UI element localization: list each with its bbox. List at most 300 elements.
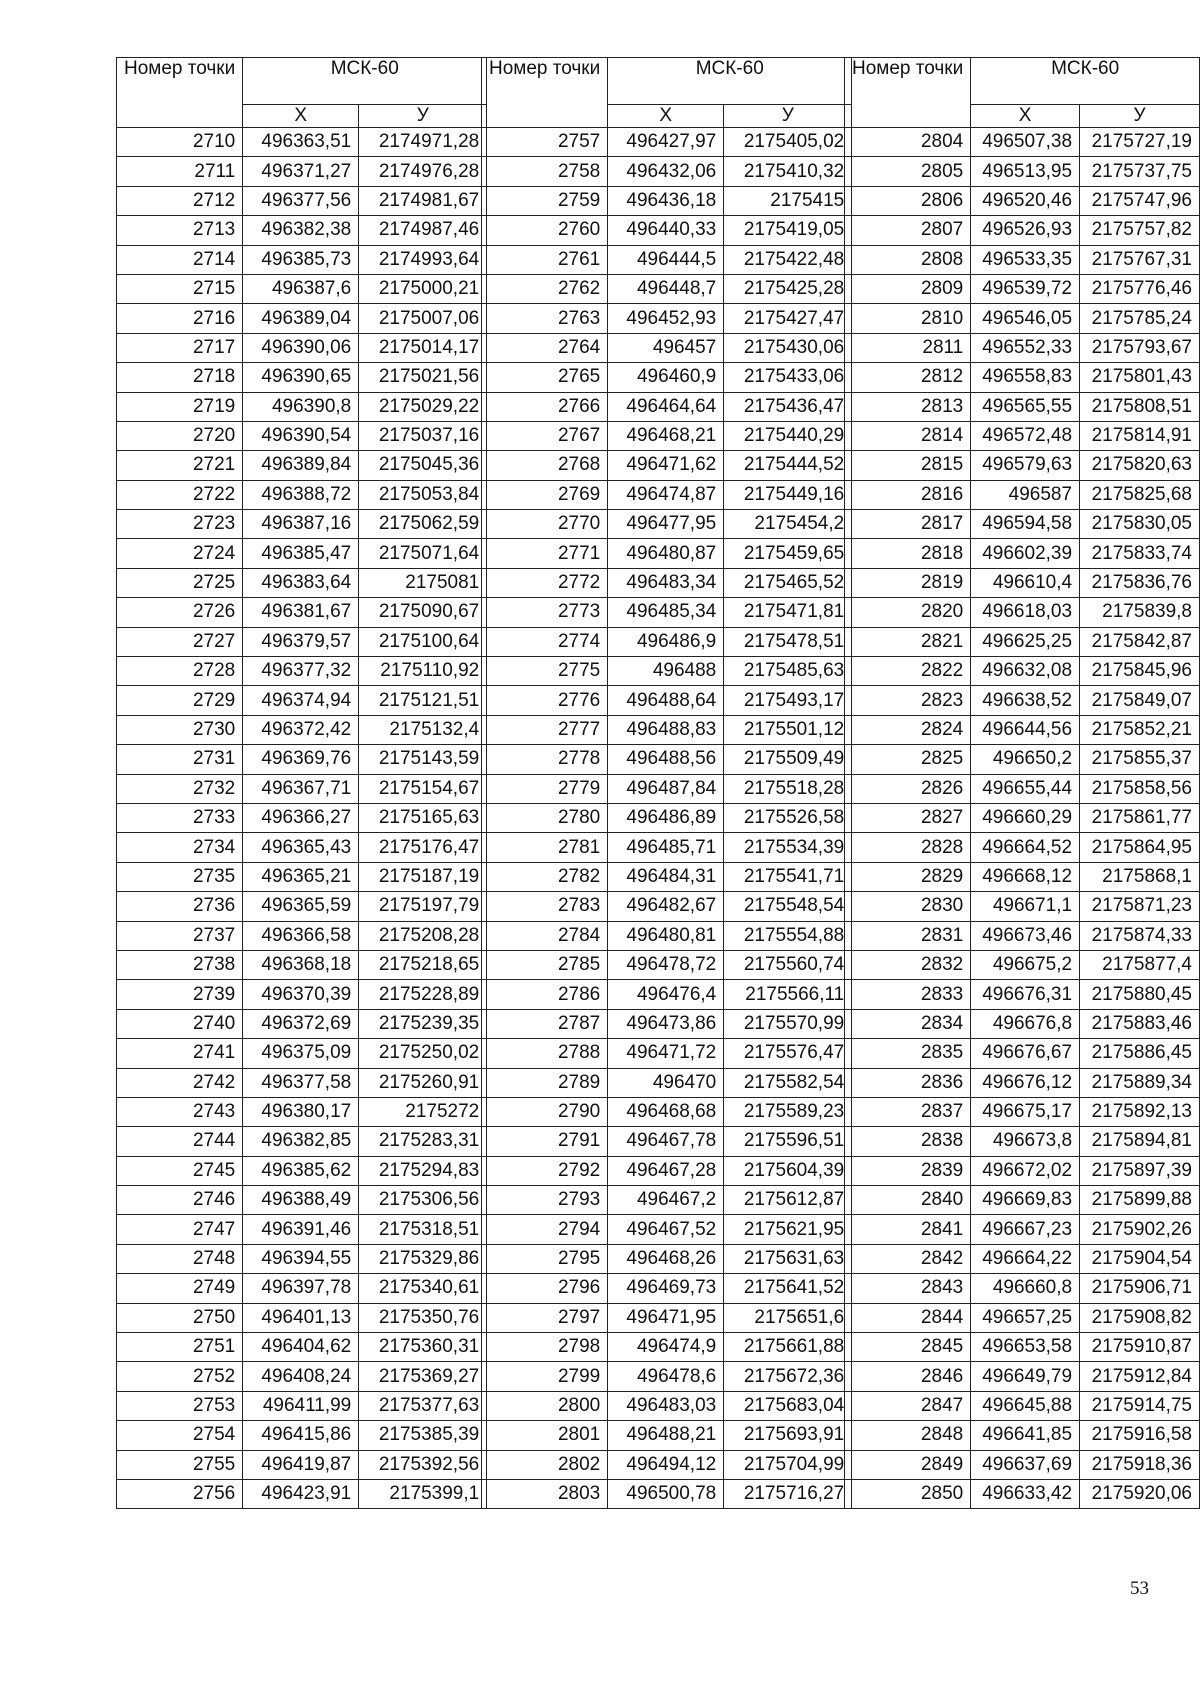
point-number-cell: 2775: [482, 657, 608, 686]
point-number-cell: 2753: [117, 1391, 243, 1420]
y-coordinate-cell: 2175918,36: [1080, 1450, 1200, 1479]
x-coordinate-cell: 496632,08: [971, 657, 1080, 686]
y-coordinate-cell: 2175892,13: [1080, 1097, 1200, 1126]
x-coordinate-cell: 496602,39: [971, 539, 1080, 568]
point-number-cell: 2816: [845, 480, 971, 509]
x-coordinate-cell: 496565,55: [971, 392, 1080, 421]
point-number-cell: 2722: [117, 480, 243, 509]
x-coordinate-cell: 496625,25: [971, 627, 1080, 656]
x-coordinate-cell: 496370,39: [243, 980, 359, 1009]
y-coordinate-cell: 2175000,21: [359, 274, 487, 303]
x-coordinate-cell: 496423,91: [243, 1479, 359, 1508]
y-coordinate-cell: 2175250,02: [359, 1039, 487, 1068]
x-coordinate-cell: 496485,71: [608, 833, 724, 862]
point-number-cell: 2788: [482, 1039, 608, 1068]
table-row: [845, 1333, 1200, 1362]
table-row: [117, 480, 487, 509]
x-coordinate-cell: 496500,78: [608, 1479, 724, 1508]
table-row: [482, 1303, 852, 1332]
y-column-header: У: [724, 105, 852, 128]
table-row: [845, 510, 1200, 539]
y-coordinate-cell: 2175021,56: [359, 363, 487, 392]
point-number-cell: 2773: [482, 598, 608, 627]
x-coordinate-cell: 496385,47: [243, 539, 359, 568]
point-number-cell: 2828: [845, 833, 971, 862]
y-coordinate-cell: 2174976,28: [359, 157, 487, 186]
table-row: [845, 1244, 1200, 1273]
y-coordinate-cell: 2175081: [359, 568, 487, 597]
table-row: [117, 539, 487, 568]
y-coordinate-cell: 2175910,87: [1080, 1333, 1200, 1362]
x-coordinate-cell: 496427,97: [608, 128, 724, 157]
point-number-cell: 2766: [482, 392, 608, 421]
x-coordinate-cell: 496488,83: [608, 715, 724, 744]
x-coordinate-cell: 496485,34: [608, 598, 724, 627]
y-coordinate-cell: 2175385,39: [359, 1421, 487, 1450]
table-row: [845, 421, 1200, 450]
x-coordinate-cell: 496408,24: [243, 1362, 359, 1391]
x-coordinate-cell: 496488: [608, 657, 724, 686]
table-row: [117, 510, 487, 539]
table-row: [482, 1186, 852, 1215]
point-number-cell: 2790: [482, 1097, 608, 1126]
x-coordinate-cell: 496483,34: [608, 568, 724, 597]
x-coordinate-cell: 496477,95: [608, 510, 724, 539]
table-row: [117, 950, 487, 979]
y-coordinate-cell: 2175360,31: [359, 1333, 487, 1362]
point-number-cell: 2824: [845, 715, 971, 744]
y-coordinate-cell: 2175518,28: [724, 774, 852, 803]
x-coordinate-cell: 496377,58: [243, 1068, 359, 1097]
y-coordinate-cell: 2175845,96: [1080, 657, 1200, 686]
point-number-cell: 2844: [845, 1303, 971, 1332]
table-row: [845, 568, 1200, 597]
x-coordinate-cell: 496546,05: [971, 304, 1080, 333]
table-row: [482, 510, 852, 539]
table-row: [482, 1097, 852, 1126]
point-number-cell: 2784: [482, 921, 608, 950]
point-number-cell: 2825: [845, 745, 971, 774]
point-number-cell: 2756: [117, 1479, 243, 1508]
y-coordinate-cell: 2175090,67: [359, 598, 487, 627]
y-coordinate-cell: 2175820,63: [1080, 451, 1200, 480]
y-coordinate-cell: 2175868,1: [1080, 862, 1200, 891]
x-coordinate-cell: 496618,03: [971, 598, 1080, 627]
table-row: [845, 833, 1200, 862]
point-number-cell: 2732: [117, 774, 243, 803]
coordinates-table-3: [844, 57, 1200, 1509]
x-coordinate-cell: 496467,78: [608, 1127, 724, 1156]
point-number-cell: 2737: [117, 921, 243, 950]
y-coordinate-cell: 2175062,59: [359, 510, 487, 539]
x-coordinate-cell: 496488,56: [608, 745, 724, 774]
point-number-cell: 2830: [845, 892, 971, 921]
y-coordinate-cell: 2175641,52: [724, 1274, 852, 1303]
table-row: [845, 1039, 1200, 1068]
table-row: [482, 128, 852, 157]
x-coordinate-cell: 496385,62: [243, 1156, 359, 1185]
table-row: [117, 392, 487, 421]
x-coordinate-cell: 496478,6: [608, 1362, 724, 1391]
y-coordinate-cell: 2175612,87: [724, 1186, 852, 1215]
table-row: [845, 1215, 1200, 1244]
x-coordinate-cell: 496478,72: [608, 950, 724, 979]
point-number-cell: 2847: [845, 1391, 971, 1420]
point-number-cell: 2745: [117, 1156, 243, 1185]
table-row: [845, 774, 1200, 803]
y-coordinate-cell: 2175899,88: [1080, 1186, 1200, 1215]
y-coordinate-cell: 2175737,75: [1080, 157, 1200, 186]
x-coordinate-cell: 496520,46: [971, 186, 1080, 215]
x-coordinate-cell: 496676,67: [971, 1039, 1080, 1068]
point-number-cell: 2809: [845, 274, 971, 303]
point-number-cell: 2724: [117, 539, 243, 568]
table-row: [117, 1097, 487, 1126]
table-row: [482, 363, 852, 392]
x-coordinate-cell: 496484,31: [608, 862, 724, 891]
y-coordinate-cell: 2175465,52: [724, 568, 852, 597]
table-row: [117, 598, 487, 627]
y-coordinate-cell: 2175165,63: [359, 803, 487, 832]
table-row: [845, 1391, 1200, 1420]
x-coordinate-cell: 496367,71: [243, 774, 359, 803]
x-coordinate-cell: 496657,25: [971, 1303, 1080, 1332]
point-number-cell: 2806: [845, 186, 971, 215]
y-coordinate-cell: 2175110,92: [359, 657, 487, 686]
y-coordinate-cell: 2175631,63: [724, 1244, 852, 1273]
x-coordinate-cell: 496488,64: [608, 686, 724, 715]
y-coordinate-cell: 2175208,28: [359, 921, 487, 950]
y-coordinate-cell: 2175785,24: [1080, 304, 1200, 333]
point-number-cell: 2822: [845, 657, 971, 686]
x-coordinate-cell: 496660,8: [971, 1274, 1080, 1303]
point-number-cell: 2829: [845, 862, 971, 891]
x-coordinate-cell: 496397,78: [243, 1274, 359, 1303]
x-coordinate-cell: 496390,06: [243, 333, 359, 362]
y-coordinate-cell: 2175053,84: [359, 480, 487, 509]
point-number-cell: 2738: [117, 950, 243, 979]
table-row: [482, 862, 852, 891]
point-number-cell: 2725: [117, 568, 243, 597]
x-coordinate-cell: 496363,51: [243, 128, 359, 157]
y-coordinate-cell: 2175415: [724, 186, 852, 215]
point-number-cell: 2767: [482, 421, 608, 450]
y-coordinate-cell: 2175589,23: [724, 1097, 852, 1126]
table-row: [845, 598, 1200, 627]
y-coordinate-cell: 2175176,47: [359, 833, 487, 862]
point-number-cell: 2843: [845, 1274, 971, 1303]
x-coordinate-cell: 496572,48: [971, 421, 1080, 450]
point-number-cell: 2833: [845, 980, 971, 1009]
x-coordinate-cell: 496372,69: [243, 1009, 359, 1038]
table-row: [482, 686, 852, 715]
point-number-cell: 2787: [482, 1009, 608, 1038]
point-number-cell: 2774: [482, 627, 608, 656]
x-coordinate-cell: 496594,58: [971, 510, 1080, 539]
x-coordinate-cell: 496587: [971, 480, 1080, 509]
y-coordinate-cell: 2175454,2: [724, 510, 852, 539]
point-number-cell: 2808: [845, 245, 971, 274]
table-row: [845, 1362, 1200, 1391]
table-body: [845, 128, 1200, 1509]
y-coordinate-cell: 2175410,32: [724, 157, 852, 186]
point-number-cell: 2839: [845, 1156, 971, 1185]
x-coordinate-cell: 496390,54: [243, 421, 359, 450]
table-row: [117, 1068, 487, 1097]
table-row: [845, 451, 1200, 480]
y-coordinate-cell: 2175793,67: [1080, 333, 1200, 362]
point-number-cell: 2849: [845, 1450, 971, 1479]
table-row: [482, 833, 852, 862]
table-row: [482, 1215, 852, 1244]
point-number-cell: 2742: [117, 1068, 243, 1097]
x-coordinate-cell: 496480,81: [608, 921, 724, 950]
table-row: [482, 1450, 852, 1479]
table-body: [117, 128, 487, 1509]
y-coordinate-cell: 2175852,21: [1080, 715, 1200, 744]
x-coordinate-cell: 496471,72: [608, 1039, 724, 1068]
x-coordinate-cell: 496371,27: [243, 157, 359, 186]
y-coordinate-cell: 2175836,76: [1080, 568, 1200, 597]
y-coordinate-cell: 2175912,84: [1080, 1362, 1200, 1391]
point-number-cell: 2757: [482, 128, 608, 157]
point-number-cell: 2815: [845, 451, 971, 480]
point-number-cell: 2812: [845, 363, 971, 392]
point-number-cell: 2769: [482, 480, 608, 509]
y-coordinate-cell: 2175889,34: [1080, 1068, 1200, 1097]
y-coordinate-cell: 2175037,16: [359, 421, 487, 450]
point-number-cell: 2794: [482, 1215, 608, 1244]
point-number-cell: 2798: [482, 1333, 608, 1362]
x-coordinate-cell: 496452,93: [608, 304, 724, 333]
x-coordinate-cell: 496436,18: [608, 186, 724, 215]
table-row: [845, 1068, 1200, 1097]
x-coordinate-cell: 496365,43: [243, 833, 359, 862]
table-row: [845, 539, 1200, 568]
x-coordinate-cell: 496513,95: [971, 157, 1080, 186]
x-coordinate-cell: 496377,56: [243, 186, 359, 215]
y-coordinate-cell: 2175029,22: [359, 392, 487, 421]
point-number-header: Номер точки: [482, 58, 608, 128]
point-number-cell: 2810: [845, 304, 971, 333]
x-coordinate-cell: 496667,23: [971, 1215, 1080, 1244]
table-row: [117, 216, 487, 245]
table-row: [482, 1068, 852, 1097]
table-row: [117, 1215, 487, 1244]
table-row: [482, 1127, 852, 1156]
y-coordinate-cell: 2175621,95: [724, 1215, 852, 1244]
table-row: [845, 1127, 1200, 1156]
point-number-cell: 2747: [117, 1215, 243, 1244]
x-coordinate-cell: 496558,83: [971, 363, 1080, 392]
x-coordinate-cell: 496487,84: [608, 774, 724, 803]
table-row: [482, 1421, 852, 1450]
point-number-cell: 2781: [482, 833, 608, 862]
y-coordinate-cell: 2175582,54: [724, 1068, 852, 1097]
y-coordinate-cell: 2175651,6: [724, 1303, 852, 1332]
point-number-cell: 2800: [482, 1391, 608, 1420]
y-coordinate-cell: 2175861,77: [1080, 803, 1200, 832]
point-number-cell: 2795: [482, 1244, 608, 1273]
x-coordinate-cell: 496650,2: [971, 745, 1080, 774]
x-coordinate-cell: 496372,42: [243, 715, 359, 744]
x-coordinate-cell: 496482,67: [608, 892, 724, 921]
x-coordinate-cell: 496387,6: [243, 274, 359, 303]
y-coordinate-cell: 2174993,64: [359, 245, 487, 274]
point-number-cell: 2748: [117, 1244, 243, 1273]
y-coordinate-cell: 2175849,07: [1080, 686, 1200, 715]
point-number-cell: 2807: [845, 216, 971, 245]
table-row: [117, 627, 487, 656]
y-coordinate-cell: 2175218,65: [359, 950, 487, 979]
table-row: [117, 568, 487, 597]
table-row: [845, 803, 1200, 832]
y-coordinate-cell: 2175576,47: [724, 1039, 852, 1068]
point-number-cell: 2765: [482, 363, 608, 392]
coordinates-table-1: [116, 57, 487, 1509]
point-number-cell: 2841: [845, 1215, 971, 1244]
x-coordinate-cell: 496669,83: [971, 1186, 1080, 1215]
y-coordinate-cell: 2175871,23: [1080, 892, 1200, 921]
x-coordinate-cell: 496473,86: [608, 1009, 724, 1038]
point-number-cell: 2744: [117, 1127, 243, 1156]
table-row: [117, 245, 487, 274]
point-number-cell: 2719: [117, 392, 243, 421]
x-coordinate-cell: 496467,52: [608, 1215, 724, 1244]
y-coordinate-cell: 2175100,64: [359, 627, 487, 656]
table-row: [482, 980, 852, 1009]
point-number-cell: 2768: [482, 451, 608, 480]
table-row: [482, 1362, 852, 1391]
x-coordinate-cell: 496404,62: [243, 1333, 359, 1362]
point-number-cell: 2779: [482, 774, 608, 803]
x-coordinate-cell: 496415,86: [243, 1421, 359, 1450]
point-number-cell: 2776: [482, 686, 608, 715]
x-coordinate-cell: 496675,17: [971, 1097, 1080, 1126]
y-coordinate-cell: 2175570,99: [724, 1009, 852, 1038]
table-row: [482, 921, 852, 950]
coordinate-system-header: МСК-60: [608, 58, 852, 105]
y-coordinate-cell: 2175747,96: [1080, 186, 1200, 215]
table-row: [482, 950, 852, 979]
y-coordinate-cell: 2175154,67: [359, 774, 487, 803]
table-row: [117, 1362, 487, 1391]
point-number-cell: 2819: [845, 568, 971, 597]
table-row: [117, 1244, 487, 1273]
y-coordinate-cell: 2175908,82: [1080, 1303, 1200, 1332]
y-coordinate-cell: 2175727,19: [1080, 128, 1200, 157]
point-number-cell: 2823: [845, 686, 971, 715]
y-coordinate-cell: 2175864,95: [1080, 833, 1200, 862]
point-number-cell: 2836: [845, 1068, 971, 1097]
x-column-header: X: [243, 105, 359, 128]
table-row: [482, 451, 852, 480]
point-number-cell: 2797: [482, 1303, 608, 1332]
table-row: [845, 480, 1200, 509]
point-number-cell: 2785: [482, 950, 608, 979]
point-number-cell: 2751: [117, 1333, 243, 1362]
table-row: [117, 745, 487, 774]
y-coordinate-cell: 2175419,05: [724, 216, 852, 245]
x-coordinate-cell: 496467,28: [608, 1156, 724, 1185]
point-number-cell: 2734: [117, 833, 243, 862]
table-row: [845, 657, 1200, 686]
y-coordinate-cell: 2175604,39: [724, 1156, 852, 1185]
table-row: [845, 274, 1200, 303]
page-number: 53: [1130, 1578, 1149, 1599]
point-number-cell: 2777: [482, 715, 608, 744]
x-coordinate-cell: 496377,32: [243, 657, 359, 686]
point-number-cell: 2726: [117, 598, 243, 627]
y-coordinate-cell: 2175239,35: [359, 1009, 487, 1038]
table-row: [117, 421, 487, 450]
table-row: [117, 304, 487, 333]
point-number-cell: 2752: [117, 1362, 243, 1391]
table-row: [845, 1274, 1200, 1303]
y-coordinate-cell: 2175776,46: [1080, 274, 1200, 303]
y-coordinate-cell: 2175501,12: [724, 715, 852, 744]
x-coordinate-cell: 496390,8: [243, 392, 359, 421]
y-coordinate-cell: 2175459,65: [724, 539, 852, 568]
y-coordinate-cell: 2175187,19: [359, 862, 487, 891]
y-coordinate-cell: 2175548,54: [724, 892, 852, 921]
table-row: [845, 304, 1200, 333]
point-number-cell: 2803: [482, 1479, 608, 1508]
y-coordinate-cell: 2175916,58: [1080, 1421, 1200, 1450]
y-coordinate-cell: 2175877,4: [1080, 950, 1200, 979]
x-coordinate-cell: 496676,12: [971, 1068, 1080, 1097]
y-coordinate-cell: 2175399,1: [359, 1479, 487, 1508]
x-coordinate-cell: 496641,85: [971, 1421, 1080, 1450]
x-coordinate-cell: 496633,42: [971, 1479, 1080, 1508]
x-coordinate-cell: 496480,87: [608, 539, 724, 568]
x-coordinate-cell: 496390,65: [243, 363, 359, 392]
x-coordinate-cell: 496468,21: [608, 421, 724, 450]
table-row: [117, 892, 487, 921]
y-coordinate-cell: 2175894,81: [1080, 1127, 1200, 1156]
table-row: [117, 363, 487, 392]
x-coordinate-cell: 496471,62: [608, 451, 724, 480]
table-row: [845, 862, 1200, 891]
y-coordinate-cell: 2175880,45: [1080, 980, 1200, 1009]
x-coordinate-cell: 496507,38: [971, 128, 1080, 157]
point-number-cell: 2750: [117, 1303, 243, 1332]
table-row: [482, 274, 852, 303]
point-number-header: Номер точки: [845, 58, 971, 128]
y-coordinate-cell: 2175440,29: [724, 421, 852, 450]
point-number-header: Номер точки: [117, 58, 243, 128]
table-row: [117, 803, 487, 832]
y-coordinate-cell: 2175143,59: [359, 745, 487, 774]
table-row: [845, 1186, 1200, 1215]
y-coordinate-cell: 2174971,28: [359, 128, 487, 157]
table-row: [117, 833, 487, 862]
y-coordinate-cell: 2175427,47: [724, 304, 852, 333]
table-row: [482, 1333, 852, 1362]
x-coordinate-cell: 496644,56: [971, 715, 1080, 744]
coordinate-system-header: МСК-60: [243, 58, 487, 105]
y-coordinate-cell: 2175422,48: [724, 245, 852, 274]
x-coordinate-cell: 496375,09: [243, 1039, 359, 1068]
table-row: [845, 1156, 1200, 1185]
y-coordinate-cell: 2175405,02: [724, 128, 852, 157]
y-coordinate-cell: 2175433,06: [724, 363, 852, 392]
x-coordinate-cell: 496494,12: [608, 1450, 724, 1479]
table-row: [482, 421, 852, 450]
point-number-cell: 2730: [117, 715, 243, 744]
y-column-header: У: [359, 105, 487, 128]
x-coordinate-cell: 496389,04: [243, 304, 359, 333]
